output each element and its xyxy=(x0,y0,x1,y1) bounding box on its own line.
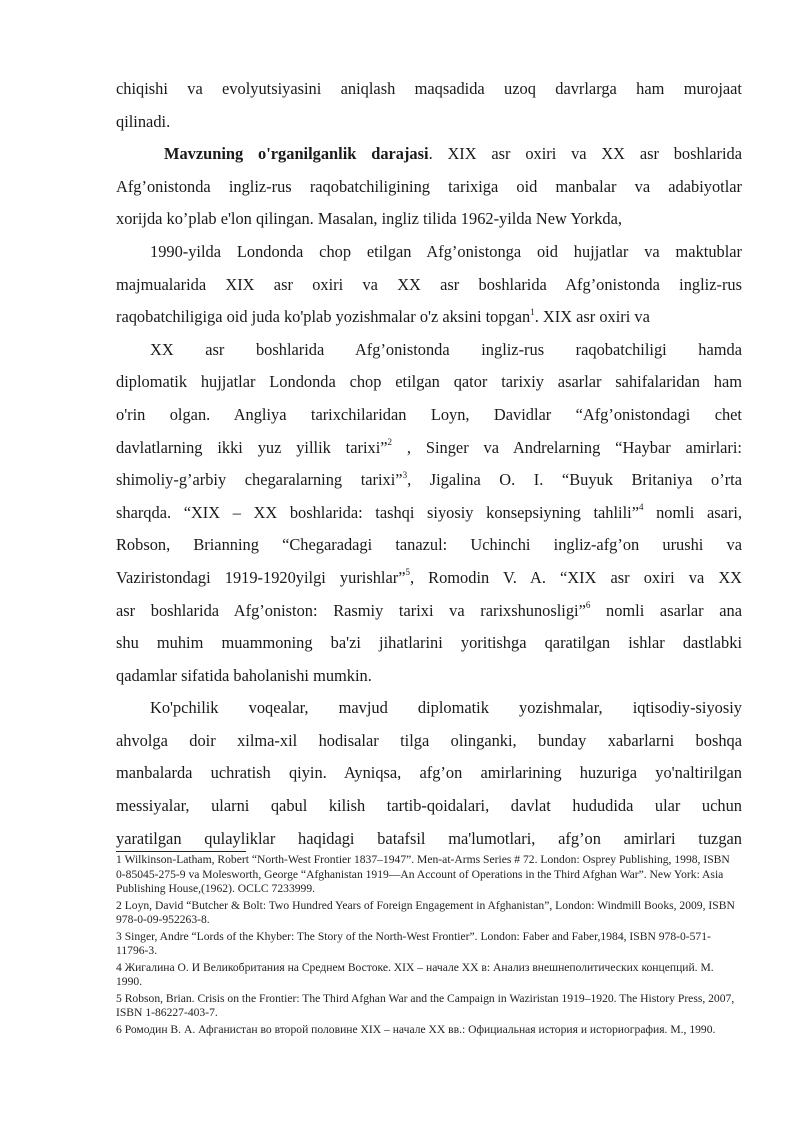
text-line: o'rin olgan. Angliya tarixchilaridan Loyn, Davidlar “Afg’onistondagi chet xyxy=(116,404,742,424)
text-line: Ko'pchilik voqealar, mavjud diplomatik yozishmalar, iqtisodiy-siyosiy xyxy=(150,698,742,718)
footnote-ref[interactable]: 1 xyxy=(530,306,535,317)
footnote-ref[interactable]: 4 xyxy=(638,502,644,513)
footnote: 6 Ромодин В. А. Афганистан во второй половине XIX – начале XX вв.: Официальная история и историография. М., 1990. xyxy=(116,1022,716,1036)
footnote-ref[interactable]: 3 xyxy=(402,469,408,480)
text-line: Mavzuning o'rganilganlik darajasi. XIX asr oxiri va XX asr boshlarida xyxy=(164,144,742,164)
footnote: 4 Жигалина О. И Великобритания на Среднем Востоке. XIX – начале XX в: Анализ внешнеполитических концепций. М. 1990. xyxy=(116,960,714,988)
text-line: shimoliy-g’arbiy chegaralarning tarixi”$^3$, Jigalina O. I. “Buyuk Britaniya o’rta xyxy=(116,469,742,490)
text-line: shu muhim muammoning ba'zi jihatlarini yoritishga qaratilgan ishlar dastlabki xyxy=(116,633,742,653)
text-line: 1990-yilda Londonda chop etilgan Afg’onistonga oid hujjatlar va maktublar xyxy=(150,241,742,261)
footnote: 5 Robson, Brian. Crisis on the Frontier: The Third Afghan War and the Campaign in Waziristan 1919–1920. The History Press, 2007, ISBN 1-86227-403-7. xyxy=(116,991,735,1019)
paragraph-sources xyxy=(116,692,742,855)
paragraph-intro-end xyxy=(116,73,742,138)
text-line: qilinadi. xyxy=(116,111,171,131)
text-line: ahvolga doir xilma-xil hodisalar tilga olinganki, bunday xabarlarni boshqa xyxy=(116,730,742,750)
text-line: davlatlarning ikki yuz yillik tarixi”$^2$ , Singer va Andrelarning “Haybar amirlari: xyxy=(116,437,742,457)
text-line: Afg’onistonda ingliz-rus raqobatchiligining tarixiga oid manbalar va adabiyotlar xyxy=(116,176,742,196)
footnote: 3 Singer, Andre “Lords of the Khyber: The Story of the North-West Frontier”. London: Faber and Faber,1984, ISBN 978-0-571-11796-3. xyxy=(116,929,711,957)
footnote: 2 Loyn, David “Butcher & Bolt: Two Hundred Years of Foreign Engagement in Afghanistan”, London: Windmill Books, 2009, ISBN 978-0-09-952263-8. xyxy=(116,898,735,926)
text-line: raqobatchiligiga oid juda ko'plab yozishmalar o'z aksini topgan$^1$. XIX asr oxiri va xyxy=(116,306,650,327)
text-line: sharqda. “XIX – XX boshlarida: tashqi siyosiy konsepsiyning tahlili”$^4$ nomli asari, xyxy=(116,502,742,522)
footnote-separator xyxy=(116,851,246,852)
text-line: diplomatik hujjatlar Londonda chop etilgan qator tarixiy asarlar sahifalaridan ham xyxy=(116,372,742,392)
footnote-ref[interactable]: 2 xyxy=(387,437,393,448)
text-line: xorijda ko’plab e'lon qilingan. Masalan, ingliz tilida 1962-yilda New Yorkda, xyxy=(116,209,622,229)
text-line: XX asr boshlarida Afg’onistonda ingliz-rus raqobatchiligi hamda xyxy=(150,339,742,359)
footnotes xyxy=(116,853,740,1039)
text-line: Vaziristondagi 1919-1920yilgi yurishlar”$^5$, Romodin V. A. “XIX asr oxiri va XX xyxy=(116,567,742,587)
text-line: asr boshlarida Afg’oniston: Rasmiy tarixi va rarixshunosligi”$^6$ nomli asarlar ana xyxy=(116,600,742,620)
main-text xyxy=(116,73,742,855)
footnote-ref[interactable]: 5 xyxy=(405,567,410,578)
footnote-ref[interactable]: 6 xyxy=(585,600,591,611)
text-line: qadamlar sifatida baholanishi mumkin. xyxy=(116,665,372,685)
text-line: Robson, Brianning “Chegaradagi tanazul: Uchinchi ingliz-afg’on urushi va xyxy=(116,535,742,555)
text-line: yaratilgan qulayliklar haqidagi batafsil ma'lumotlari, afg’on amirlari tuzgan xyxy=(116,828,742,848)
footnote: 1 Wilkinson-Latham, Robert “North-West Frontier 1837–1947”. Men-at-Arms Series # 72. London: Osprey Publishing, 1998, ISBN 0-85045-275-9 va Molesworth, George “Afghanistan 1919—An Account of Operations in the Third Afghan War”. New York: Asia Publishing House,(1962). OCLC 7233999. xyxy=(116,853,730,895)
text-line: majmualarida XIX asr oxiri va XX asr boshlarida Afg’onistonda ingliz-rus xyxy=(116,274,742,294)
text-line: chiqishi va evolyutsiyasini aniqlash maqsadida uzoq davrlarga ham murojaat xyxy=(116,79,742,98)
text-line: manbalarda uchratish qiyin. Ayniqsa, afg’on amirlarining huzuriga yo'naltirilgan xyxy=(116,763,742,783)
section-heading: Mavzuning o'rganilganlik darajasi xyxy=(164,144,429,164)
paragraph-literature-review xyxy=(116,138,742,692)
text-line: messiyalar, ularni qabul kilish tartib-qoidalari, davlat hududida ular uchun xyxy=(116,796,742,816)
